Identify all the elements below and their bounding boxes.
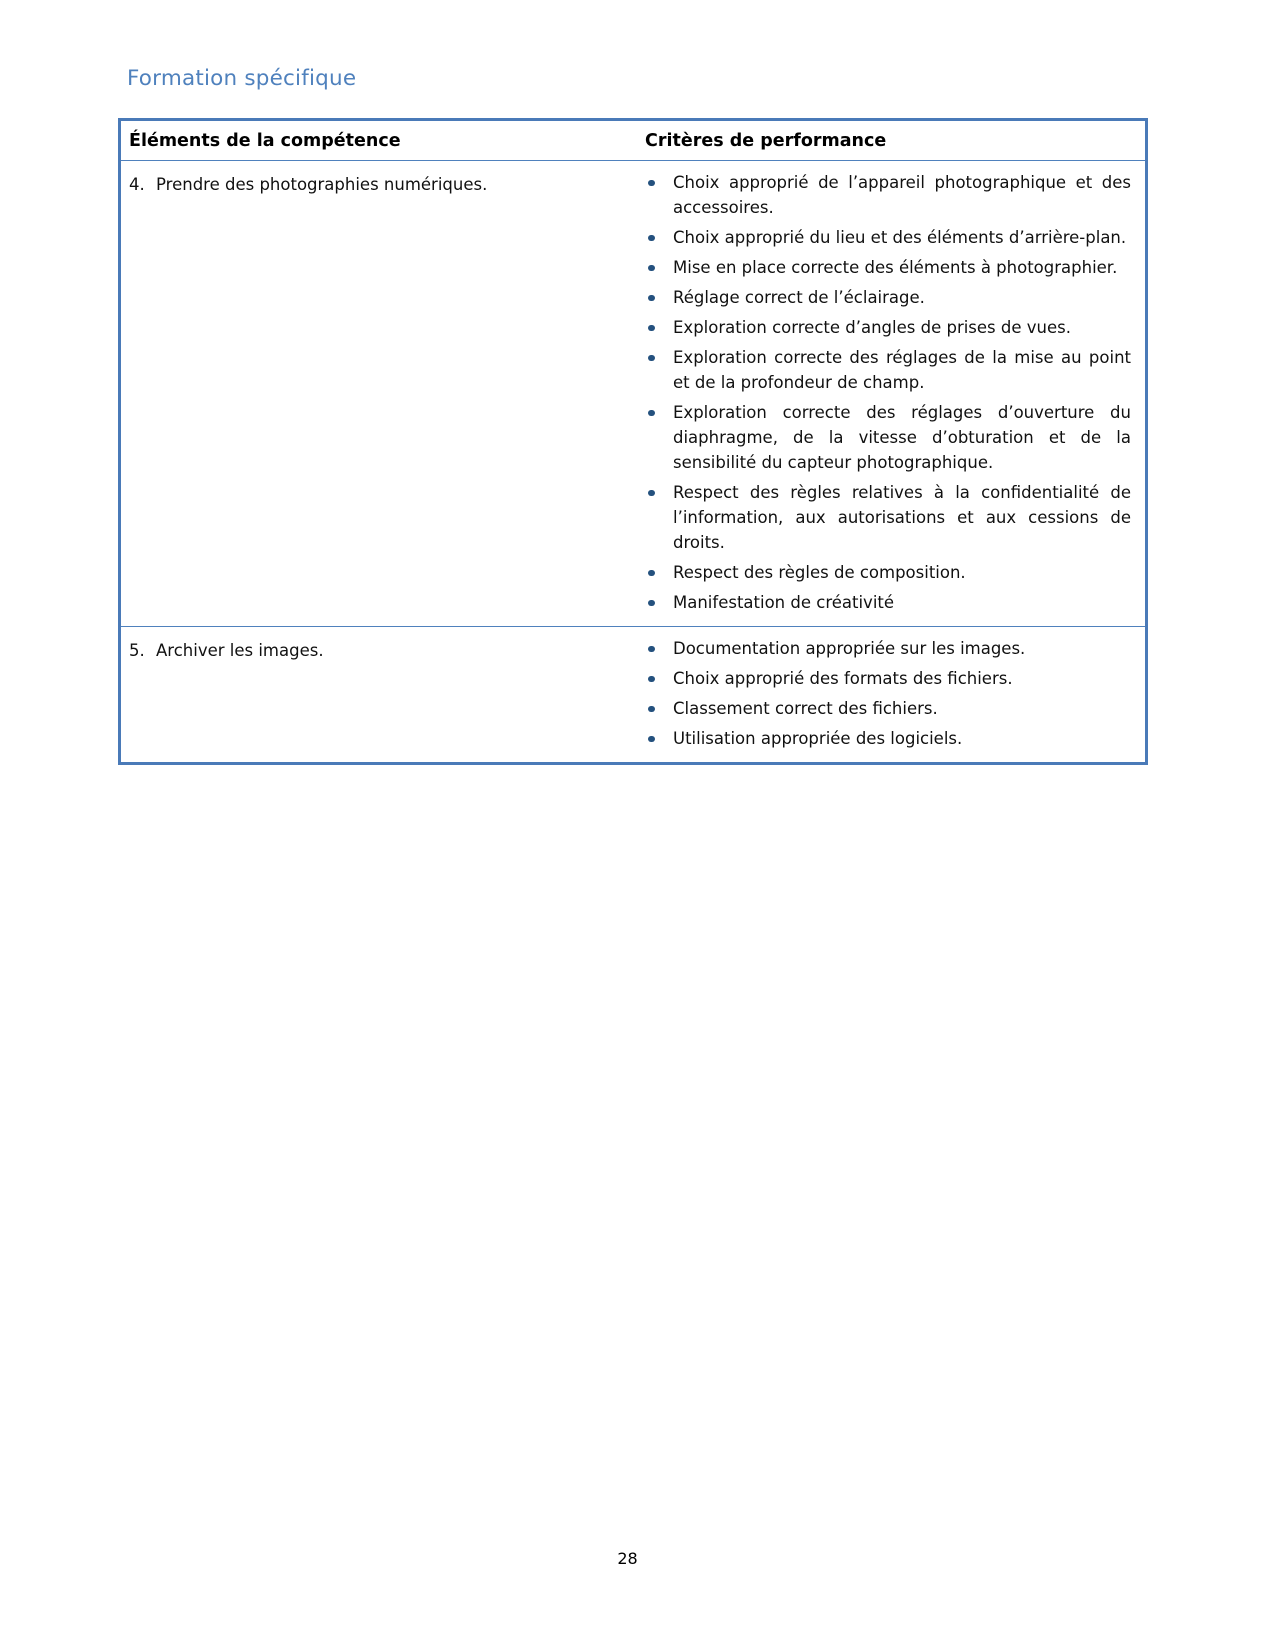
section-heading: Formation spécifique [127,66,357,91]
element-number: 5. [129,641,145,660]
criterion-item: Documentation appropriée sur les images. [645,636,1131,661]
column-header-elements: Éléments de la compétence [129,131,401,151]
table-row-5 [121,627,1145,762]
element-cell-5 [121,627,645,762]
column-header-criteria: Critères de performance [645,131,887,151]
criterion-item: Utilisation appropriée des logiciels. [645,726,1131,751]
criteria-cell-4 [645,161,1145,626]
criteria-list [645,627,1145,762]
criterion-item: Choix approprié du lieu et des éléments d’arrière-plan. [645,225,1131,250]
criterion-item: Exploration correcte des réglages d’ouverture du diaphragme, de la vitesse d’obturation et de la sensibilité du capteur photographique. [645,400,1131,475]
element-label: Archiver les images. [156,641,324,660]
page-number: 28 [617,1549,638,1568]
criterion-item: Classement correct des fichiers. [645,696,1131,721]
criterion-item: Respect des règles de composition. [645,560,1131,585]
criterion-item: Choix approprié des formats des fichiers. [645,666,1131,691]
table-header-row [121,121,1145,161]
criterion-item: Mise en place correcte des éléments à photographier. [645,255,1131,280]
criterion-item: Exploration correcte des réglages de la mise au point et de la profondeur de champ. [645,345,1131,395]
criterion-item: Choix approprié de l’appareil photographique et des accessoires. [645,170,1131,220]
element-label: Prendre des photographies numériques. [156,175,488,194]
criterion-item: Manifestation de créativité [645,590,1131,615]
table-row-4 [121,161,1145,627]
criteria-list [645,161,1145,626]
criteria-cell-5 [645,627,1145,762]
element-cell-4 [121,161,645,626]
criterion-item: Respect des règles relatives à la confidentialité de l’information, aux autorisations et aux cessions de droits. [645,480,1131,555]
criterion-item: Réglage correct de l’éclairage. [645,285,1131,310]
competency-table [118,118,1148,765]
criterion-item: Exploration correcte d’angles de prises de vues. [645,315,1131,340]
element-number: 4. [129,175,145,194]
